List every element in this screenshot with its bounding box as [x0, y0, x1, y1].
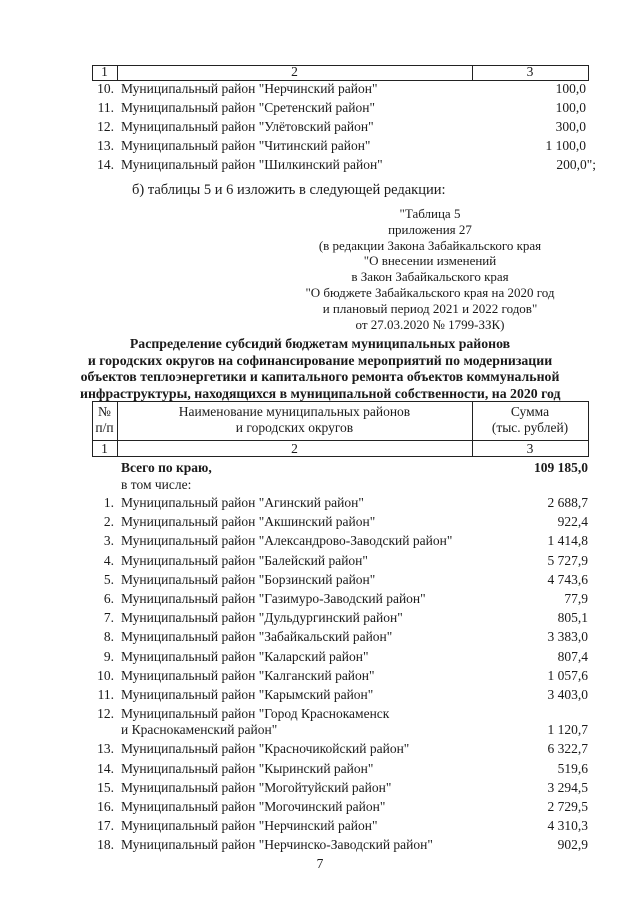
row-name: Муниципальный район "Дульдургинский район"	[121, 610, 403, 626]
row-number: 7.	[103, 610, 114, 626]
row-name: Муниципальный район "Балейский район"	[121, 552, 368, 568]
row-number: 11.	[97, 687, 114, 702]
row-name: Муниципальный район "Газимуро-Заводский район"	[121, 591, 426, 606]
annex-line: (в редакции Закона Забайкальского края	[318, 237, 542, 253]
col-sum-header-line1: Сумма	[510, 404, 550, 419]
row-sum: 100,0	[555, 81, 586, 96]
row-sum: 1 414,8	[547, 533, 588, 549]
col-name-header-line2: и городских округов	[235, 420, 354, 435]
col-name-header-line1: Наименование муниципальных районов	[178, 404, 411, 419]
annex-line: "О внесении изменений	[363, 253, 497, 269]
row-name: Муниципальный район "Нерчинско-Заводский район"	[121, 837, 433, 853]
row-name: Муниципальный район "Калганский район"	[121, 667, 375, 683]
row-sum: 100,0	[555, 100, 586, 115]
row-number: 14.	[97, 760, 114, 776]
row-number: 8.	[103, 629, 114, 645]
row-number: 17.	[97, 818, 114, 834]
annex-line: приложения 27	[388, 221, 472, 237]
instruction-text: б) таблицы 5 и 6 изложить в следующей редакции:	[132, 182, 446, 198]
row-number: 6.	[103, 591, 114, 606]
annex-line: "О бюджете Забайкальского края на 2020 год	[305, 284, 555, 300]
row-name: Муниципальный район "Забайкальский район"	[121, 629, 393, 645]
row-name: Муниципальный район "Город Краснокаменск	[121, 706, 390, 722]
row-number: 18.	[97, 837, 114, 853]
row-name: Муниципальный район "Карымский район"	[121, 687, 374, 702]
col-num-header-line2: п/п	[95, 420, 114, 435]
row-number: 10.	[97, 81, 114, 96]
row-number: 4.	[103, 552, 114, 568]
total-label: Всего по краю,	[121, 460, 212, 475]
col-number-2: 2	[291, 441, 298, 456]
row-number: 10.	[97, 667, 114, 683]
row-sum: 4 310,3	[547, 818, 588, 834]
table-title	[80, 336, 560, 402]
row-name: Муниципальный район "Александрово-Заводский район"	[121, 533, 453, 549]
page-number: 7	[316, 856, 324, 871]
row-name: Муниципальный район "Шилкинский район"	[121, 157, 383, 172]
col-num-header	[92, 404, 117, 436]
row-number: 5.	[103, 571, 114, 587]
row-name: Муниципальный район "Нерчинский район"	[121, 81, 378, 96]
row-name: Муниципальный район "Нерчинский район"	[121, 818, 378, 834]
row-sum: 1 120,7	[547, 722, 588, 738]
row-sum: 519,6	[557, 760, 588, 776]
row-number: 16.	[97, 799, 114, 814]
col-number-1: 1	[101, 441, 108, 456]
title-line: Распределение субсидий бюджетам муниципальных районов	[129, 336, 511, 351]
row-sum: 807,4	[557, 648, 588, 664]
row-number: 15.	[97, 779, 114, 795]
title-line: и городских округов на софинансирование мероприятий по модернизации	[87, 352, 553, 368]
row-sum: 902,9	[557, 837, 588, 853]
row-name: Муниципальный район "Кыринский район"	[121, 760, 374, 776]
row-name: Муниципальный район "Агинский район"	[121, 495, 364, 510]
row-name: Муниципальный район "Каларский район"	[121, 648, 369, 664]
col-num-header-line1: №	[98, 404, 111, 419]
row-sum: 5 727,9	[547, 552, 588, 568]
total-value: 109 185,0	[534, 460, 588, 475]
row-sum: 922,4	[557, 514, 588, 530]
row-sum: 3 383,0	[547, 629, 588, 645]
row-name: Муниципальный район "Борзинский район"	[121, 571, 376, 587]
row-name: Муниципальный район "Красночикойский район"	[121, 741, 410, 757]
title-line: объектов теплоэнергетики и капитального ремонта объектов коммунальной	[80, 369, 560, 384]
row-sum: 300,0	[555, 119, 586, 134]
annex-line: и плановый период 2021 и 2022 годов"	[322, 300, 538, 316]
row-sum: 1 100,0	[545, 138, 586, 153]
row-sum: 805,1	[557, 610, 588, 626]
title-line: инфраструктуры, находящихся в муниципальной собственности, на 2020 год	[80, 385, 561, 401]
row-sum: 4 743,6	[547, 571, 588, 587]
row-number: 1.	[103, 495, 114, 510]
col-sum-header	[472, 404, 588, 436]
row-number: 2.	[103, 514, 114, 530]
annex-line: в Закон Забайкальского края	[351, 269, 509, 285]
row-number: 3.	[103, 533, 114, 549]
row-number: 12.	[97, 706, 114, 722]
annex-line: от 27.03.2020 № 1799-ЗЗК)	[355, 316, 505, 332]
row-sum: 1 057,6	[547, 667, 588, 683]
row-sum: 77,9	[564, 591, 588, 606]
top-table-header-1: 1	[101, 64, 108, 79]
row-name: Муниципальный район "Читинский район"	[121, 138, 371, 153]
col-number-3: 3	[526, 441, 534, 456]
row-sum: 6 322,7	[547, 741, 588, 757]
subtotal-label: в том числе:	[121, 477, 192, 492]
row-sum: 2 729,5	[547, 799, 588, 814]
row-number: 13.	[97, 741, 114, 757]
row-name: Муниципальный район "Могойтуйский район"	[121, 779, 392, 795]
row-name-continued: и Краснокаменский район"	[121, 722, 278, 738]
row-sum: 200,0";	[556, 157, 596, 172]
col-sum-header-line2: (тыс. рублей)	[491, 420, 569, 435]
row-sum: 3 294,5	[547, 779, 588, 795]
top-table-header-3: 3	[526, 64, 534, 79]
annex-line: "Таблица 5	[399, 206, 461, 221]
row-sum: 3 403,0	[547, 687, 588, 702]
row-name: Муниципальный район "Могочинский район"	[121, 799, 386, 814]
row-name: Муниципальный район "Сретенский район"	[121, 100, 375, 115]
row-number: 9.	[103, 648, 114, 664]
row-name: Муниципальный район "Акшинский район"	[121, 514, 376, 530]
row-number: 11.	[97, 100, 114, 115]
top-table-header-2: 2	[291, 64, 298, 79]
row-sum: 2 688,7	[547, 495, 588, 510]
row-name: Муниципальный район "Улётовский район"	[121, 119, 374, 134]
row-number: 13.	[97, 138, 114, 153]
row-number: 12.	[97, 119, 114, 134]
annex-reference	[300, 206, 560, 332]
row-number: 14.	[97, 157, 114, 172]
col-name-header	[117, 404, 472, 436]
